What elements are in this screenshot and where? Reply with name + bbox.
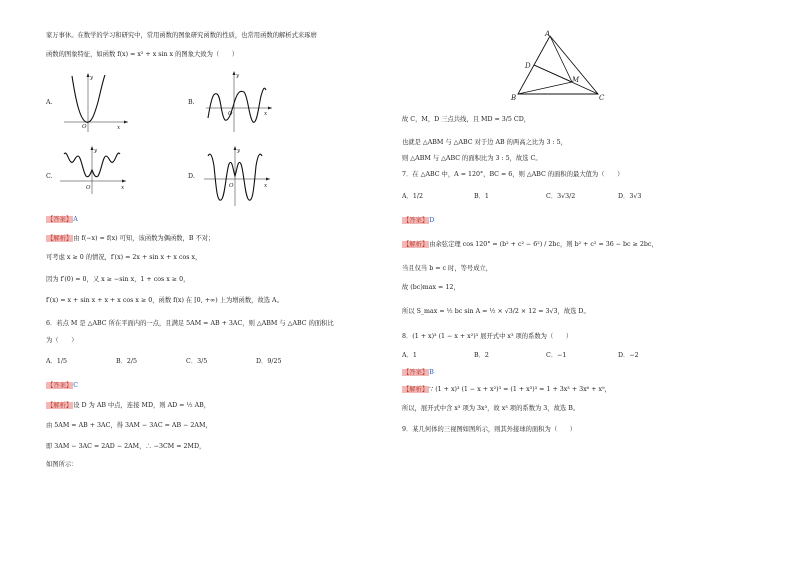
answer-7 [402, 217, 434, 225]
answer-6 [46, 382, 78, 390]
q7-option-a: A．1/2 [402, 193, 423, 200]
option-b-label: B. [188, 99, 195, 106]
q7-option-c: C．3√3/2 [546, 193, 576, 200]
svg-text:y: y [237, 148, 241, 154]
analysis-8-line-1 [402, 386, 611, 394]
analysis-8-line-2: 所以，展开式中含 x³ 项为 3x³，故 x³ 项的系数为 3，故选 B。 [402, 405, 580, 412]
q7-option-b: B．1 [474, 193, 489, 200]
q8-option-c: C．−1 [546, 352, 567, 359]
option-a-label: A. [46, 99, 53, 106]
svg-text:x: x [121, 185, 125, 191]
question-6-stem-2: 为（ ） [46, 337, 78, 344]
analysis-7-line-4: 所以 S_max = ½ bc sin A = ½ × √3/2 × 12 = 3√3，故选 D。 [402, 308, 590, 315]
svg-text:O: O [228, 111, 233, 117]
answer-5-value: A [73, 216, 78, 223]
svg-text:O: O [86, 185, 91, 191]
answer-8 [402, 369, 434, 377]
analysis-6-line-4: 如图所示： [46, 461, 78, 468]
analysis-6-line-2: 由 5AM = AB + 3AC，得 3AM − 3AC = AB − 2AM， [46, 422, 212, 429]
q8-option-b: B．2 [474, 352, 489, 359]
svg-text:y: y [94, 148, 98, 154]
option-c-label: C. [46, 173, 53, 180]
analysis-tag: 【解析】 [403, 241, 429, 248]
svg-text:y: y [90, 75, 94, 81]
analysis-5-text-1: 由 f(−x) = f(x) 可知，该函数为偶函数，B 不对； [73, 235, 215, 242]
answer-tag: 【答案】 [47, 382, 73, 389]
q6-cont-line-1: 故 C，M，D 三点共线，且 MD = 3/5 CD， [402, 116, 531, 123]
analysis-7-text-1: 由余弦定理 cos 120° = (b² + c² − 6²) / 2bc，则 b² + c² = 36 − bc ≥ 2bc， [429, 241, 658, 248]
svg-text:y: y [236, 73, 240, 79]
vertex-b-label: B [511, 94, 517, 102]
answer-tag: 【答案】 [403, 217, 429, 224]
svg-text:x: x [264, 111, 268, 117]
q6-cont-line-2: 也就是 △ABM 与 △ABC 对于边 AB 的两高之比为 3 : 5， [402, 139, 567, 146]
triangle-figure [508, 28, 608, 104]
q8-option-d: D．−2 [618, 352, 639, 359]
option-d-label: D. [188, 173, 195, 180]
vertex-d-label: D [525, 62, 531, 70]
question-8-stem: 8．(1 + x)³ (1 − x + x²)³ 展开式中 x³ 项的系数为（ ） [402, 333, 573, 340]
analysis-7-line-1 [402, 241, 658, 249]
analysis-tag: 【解析】 [47, 235, 73, 242]
question-7-stem: 7．在 △ABC 中，A = 120°，BC = 6，则 △ABC 的面积的最大值为（ ） [402, 171, 624, 178]
analysis-7-line-2: 当且仅当 b = c 时，等号成立， [402, 265, 493, 272]
q6-option-a: A．1/5 [46, 358, 67, 365]
q6-cont-line-3: 则 △ABM 与 △ABC 的面积比为 3 : 5，故选 C。 [402, 155, 542, 162]
analysis-8-text-1: ∵ (1 + x)³ (1 − x + x²)³ = (1 + x³)³ = 1 + 3x³ + 3x⁶ + x⁹， [429, 386, 611, 393]
q7-option-d: D．3√3 [618, 193, 642, 200]
analysis-tag: 【解析】 [403, 386, 429, 393]
svg-text:x: x [264, 183, 268, 189]
graph-option-b [204, 70, 276, 134]
answer-tag: 【答案】 [403, 369, 429, 376]
graph-option-a [62, 72, 132, 134]
q6-option-b: B．2/5 [116, 358, 138, 365]
answer-8-value: B [429, 369, 434, 376]
svg-text:O: O [229, 183, 234, 189]
analysis-5-line-1 [46, 235, 214, 243]
analysis-6-text-1: 设 D 为 AB 中点，连接 MD，则 AD = ½ AB， [73, 402, 211, 409]
vertex-c-label: C [599, 94, 605, 102]
q8-option-a: A．1 [402, 352, 417, 359]
analysis-5-line-4: f′(x) = x + sin x + x + x cos x ≥ 0，函数 f(x) 在 [0, +∞) 上为增函数，故选 A。 [46, 297, 283, 304]
svg-text:x: x [117, 125, 121, 131]
vertex-a-label: A [545, 30, 551, 38]
vertex-m-label: M [572, 76, 580, 84]
graph-option-d [202, 146, 274, 208]
analysis-5-line-3: 因为 f′(0) = 0，又 x ≥ −sin x，1 + cos x ≥ 0， [46, 276, 190, 283]
question-5-stem: 函数的图象特征，如函数 f(x) = x² + x sin x 的图象大致为（ ） [46, 51, 239, 58]
analysis-6-line-3: 即 3AM − 3AC = 2AD − 2AM，∴ −3CM = 2MD， [46, 443, 206, 450]
answer-tag: 【答案】 [47, 216, 73, 223]
answer-6-value: C [73, 382, 79, 389]
q6-option-d: D．9/25 [256, 358, 282, 365]
intro-line-1: 家万事休。在数学的学习和研究中，常用函数的图象研究函数的性质，也常用函数的解析式来琢磨 [46, 32, 317, 39]
graph-option-c [58, 146, 130, 196]
analysis-7-line-3: 故 (bc)max = 12， [402, 284, 460, 291]
svg-text:O: O [82, 124, 87, 130]
answer-5 [46, 216, 78, 224]
question-6-stem: 6．若点 M 是 △ABC 所在平面内的一点，且满足 5AM = AB + 3AC，则 △ABM 与 △ABC 的面积比 [46, 320, 334, 327]
answer-7-value: D [429, 217, 435, 224]
q6-option-c: C．3/5 [186, 358, 208, 365]
analysis-6-line-1 [46, 402, 210, 410]
question-9-stem: 9．某几何体的三视图如图所示，则其外接球的面积为（ ） [402, 426, 577, 433]
analysis-tag: 【解析】 [47, 402, 73, 409]
analysis-5-line-2: 可考虑 x ≥ 0 的情况，f′(x) = 2x + sin x + x cos x， [46, 254, 202, 261]
